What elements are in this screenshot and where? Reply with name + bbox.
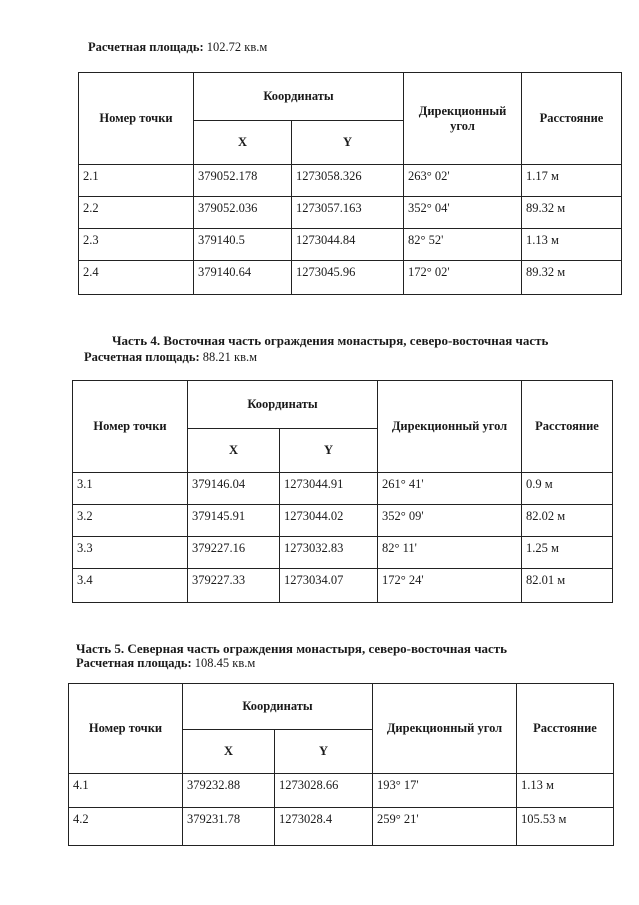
cell-y: 1273034.07 xyxy=(280,569,378,603)
cell-point: 4.1 xyxy=(69,774,183,808)
cell-x: 379140.64 xyxy=(194,261,292,295)
header-coordinates: Координаты xyxy=(188,381,378,429)
cell-point: 2.2 xyxy=(79,197,194,229)
table-row xyxy=(69,774,614,808)
table-row xyxy=(79,229,622,261)
cell-y: 1273028.4 xyxy=(275,808,373,846)
cell-y: 1273028.66 xyxy=(275,774,373,808)
cell-point: 2.1 xyxy=(79,165,194,197)
cell-x: 379145.91 xyxy=(188,505,280,537)
cell-angle: 352° 04' xyxy=(404,197,522,229)
cell-x: 379231.78 xyxy=(183,808,275,846)
area-unit: кв.м xyxy=(234,350,258,364)
coordinates-table xyxy=(68,683,614,846)
cell-angle: 82° 52' xyxy=(404,229,522,261)
header-coordinates: Координаты xyxy=(183,684,373,730)
cell-y: 1273032.83 xyxy=(280,537,378,569)
cell-angle: 193° 17' xyxy=(373,774,517,808)
cell-point: 3.1 xyxy=(73,473,188,505)
cell-distance: 82.02 м xyxy=(522,505,613,537)
area-value: 102.72 xyxy=(206,40,242,54)
header-angle: Дирекционный угол xyxy=(373,684,517,774)
header-distance: Расстояние xyxy=(517,684,614,774)
area-value: 108.45 xyxy=(194,656,230,670)
cell-angle: 259° 21' xyxy=(373,808,517,846)
cell-y: 1273045.96 xyxy=(292,261,404,295)
cell-x: 379227.16 xyxy=(188,537,280,569)
table-row xyxy=(79,165,622,197)
header-point: Номер точки xyxy=(79,73,194,165)
cell-x: 379146.04 xyxy=(188,473,280,505)
header-y: Y xyxy=(280,429,378,473)
area-label: Расчетная площадь: xyxy=(76,656,192,670)
cell-distance: 105.53 м xyxy=(517,808,614,846)
cell-y: 1273044.91 xyxy=(280,473,378,505)
table-row xyxy=(73,537,613,569)
section-heading: Часть 5. Северная часть ограждения монастыря, северо-восточная часть xyxy=(76,641,508,656)
cell-x: 379052.178 xyxy=(194,165,292,197)
cell-point: 2.4 xyxy=(79,261,194,295)
cell-y: 1273044.02 xyxy=(280,505,378,537)
cell-x: 379140.5 xyxy=(194,229,292,261)
cell-distance: 0.9 м xyxy=(522,473,613,505)
header-angle: Дирекционный угол xyxy=(378,381,522,473)
cell-y: 1273044.84 xyxy=(292,229,404,261)
cell-y: 1273057.163 xyxy=(292,197,404,229)
coordinates-table xyxy=(72,380,613,603)
cell-angle: 261° 41' xyxy=(378,473,522,505)
header-distance: Расстояние xyxy=(522,73,622,165)
cell-distance: 89.32 м xyxy=(522,197,622,229)
header-point: Номер точки xyxy=(69,684,183,774)
header-coordinates: Координаты xyxy=(194,73,404,121)
table-row xyxy=(73,473,613,505)
area-line xyxy=(76,656,255,671)
table-row xyxy=(79,261,622,295)
cell-point: 3.2 xyxy=(73,505,188,537)
area-label: Расчетная площадь: xyxy=(84,350,200,364)
cell-point: 4.2 xyxy=(69,808,183,846)
header-x: X xyxy=(188,429,280,473)
cell-angle: 352° 09' xyxy=(378,505,522,537)
table-row xyxy=(79,197,622,229)
cell-distance: 89.32 м xyxy=(522,261,622,295)
cell-angle: 263° 02' xyxy=(404,165,522,197)
area-line xyxy=(84,350,257,365)
area-value: 88.21 xyxy=(202,350,231,364)
cell-point: 3.3 xyxy=(73,537,188,569)
cell-distance: 1.25 м xyxy=(522,537,613,569)
cell-point: 3.4 xyxy=(73,569,188,603)
cell-angle: 172° 24' xyxy=(378,569,522,603)
area-unit: кв.м xyxy=(244,40,268,54)
header-angle: Дирекционный угол xyxy=(404,73,522,165)
coordinates-table xyxy=(78,72,622,295)
header-y: Y xyxy=(292,121,404,165)
table-row xyxy=(73,569,613,603)
cell-distance: 1.13 м xyxy=(517,774,614,808)
cell-angle: 82° 11' xyxy=(378,537,522,569)
area-line xyxy=(88,40,267,55)
section-heading: Часть 4. Восточная часть ограждения монастыря, северо-восточная часть xyxy=(112,333,549,348)
area-label: Расчетная площадь: xyxy=(88,40,204,54)
cell-angle: 172° 02' xyxy=(404,261,522,295)
cell-x: 379052.036 xyxy=(194,197,292,229)
cell-distance: 1.13 м xyxy=(522,229,622,261)
cell-x: 379227.33 xyxy=(188,569,280,603)
area-unit: кв.м xyxy=(232,656,256,670)
header-point: Номер точки xyxy=(73,381,188,473)
cell-distance: 1.17 м xyxy=(522,165,622,197)
header-x: X xyxy=(194,121,292,165)
cell-y: 1273058.326 xyxy=(292,165,404,197)
header-x: X xyxy=(183,730,275,774)
cell-x: 379232.88 xyxy=(183,774,275,808)
header-y: Y xyxy=(275,730,373,774)
cell-distance: 82.01 м xyxy=(522,569,613,603)
cell-point: 2.3 xyxy=(79,229,194,261)
header-distance: Расстояние xyxy=(522,381,613,473)
table-row xyxy=(69,808,614,846)
table-row xyxy=(73,505,613,537)
